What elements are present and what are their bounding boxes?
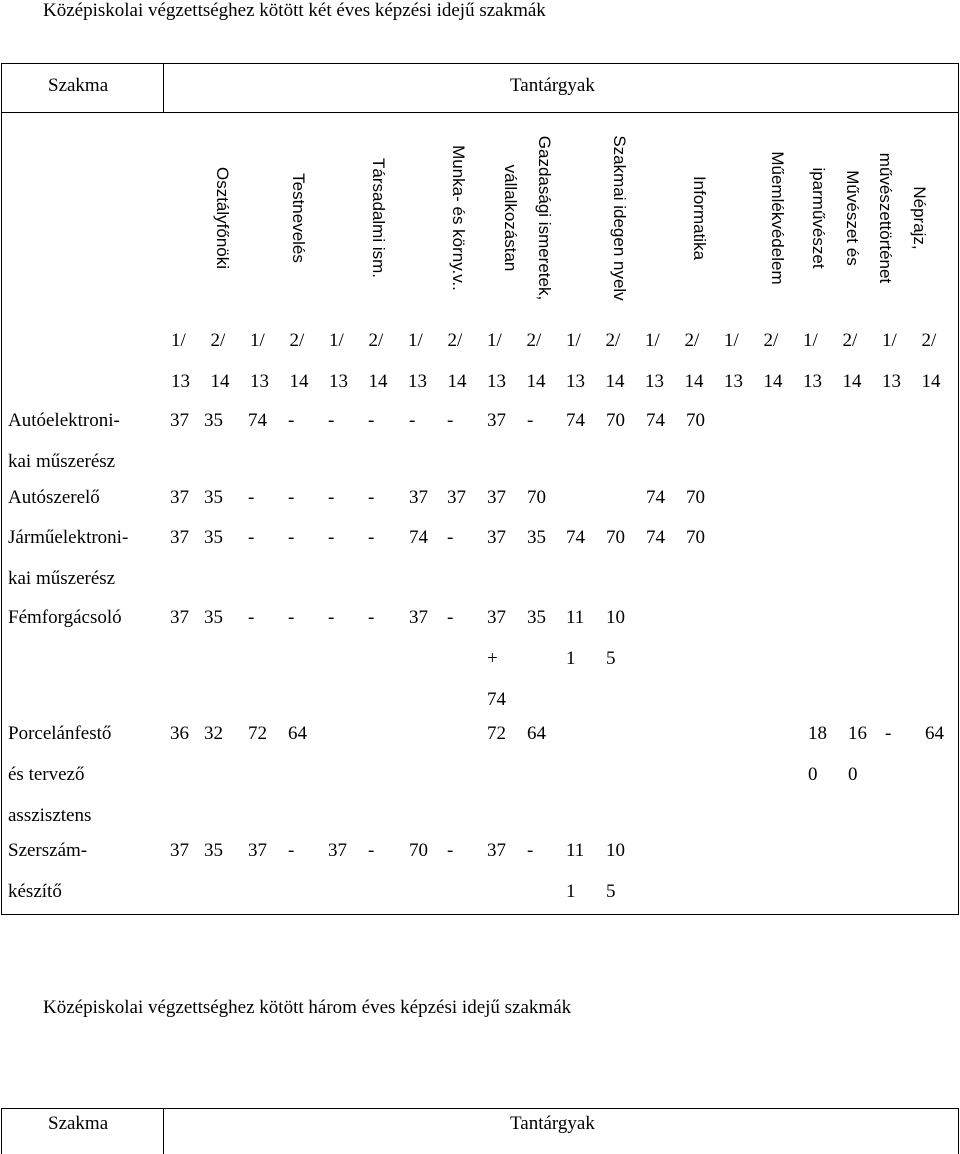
row-value: 37: [170, 487, 189, 508]
grade-label-bottom: 13: [487, 371, 506, 392]
row-label: kai műszerész: [8, 568, 116, 589]
row-label: Autószerelő: [8, 487, 100, 508]
grade-label-bottom: 13: [329, 371, 348, 392]
grade-label-top: 2/: [210, 330, 226, 351]
grade-label-bottom: 14: [526, 371, 546, 392]
row-label: készítő: [8, 881, 62, 902]
row-value: -: [288, 487, 295, 508]
row-value: 37: [409, 607, 428, 628]
row-value: -: [447, 410, 454, 431]
section2-heading: Középiskolai végzettséghez kötött három éves képzési idejű szakmák: [43, 997, 572, 1018]
grade-label-top: 1/: [566, 330, 581, 351]
row-value: -: [368, 527, 375, 548]
grade-label-bottom: 14: [763, 371, 783, 392]
row-value: -: [447, 607, 454, 628]
grade-label-bottom: 14: [368, 371, 388, 392]
grade-label-top: 2/: [368, 330, 384, 351]
row-value: 11: [566, 607, 585, 628]
grade-label-top: 1/: [803, 330, 818, 351]
grade-label-top: 2/: [526, 330, 542, 351]
row-value: 74: [646, 527, 665, 548]
grade-label-bottom: 13: [645, 371, 664, 392]
row-value: -: [328, 487, 335, 508]
table2-szakma-header: Szakma: [48, 1113, 109, 1134]
row-label: Fémforgácsoló: [8, 607, 122, 628]
row-value: 37: [170, 840, 189, 861]
subject-header-line1: Informatika: [690, 175, 709, 261]
grade-label-bottom: 13: [803, 371, 822, 392]
row-value: 70: [409, 840, 428, 861]
grade-label-top: 2/: [763, 330, 779, 351]
section1-heading: Középiskolai végzettséghez kötött két éves képzési idejű szakmák: [43, 0, 546, 21]
subject-header-line2: vállalkozástan: [501, 164, 520, 272]
table1-bottom-border: [1, 914, 959, 915]
row-value: 37: [170, 607, 189, 628]
row-value: 35: [204, 527, 223, 548]
row-value: 74: [646, 410, 665, 431]
table1-header-divider: [163, 63, 164, 112]
row-value-continuation: 5: [606, 881, 616, 902]
subject-header: [682, 176, 716, 260]
row-value: -: [409, 410, 416, 431]
row-value: -: [328, 527, 335, 548]
row-value: -: [288, 607, 295, 628]
row-value: 72: [248, 723, 267, 744]
subject-header: [205, 167, 239, 269]
row-value: 70: [527, 487, 546, 508]
grade-label-bottom: 13: [250, 371, 269, 392]
row-value: 37: [487, 840, 506, 861]
subject-header-line1: Szakmai idegen nyelv: [610, 135, 629, 301]
grade-label-top: 1/: [487, 330, 502, 351]
grade-label-top: 1/: [408, 330, 423, 351]
grade-label-bottom: 14: [684, 371, 704, 392]
row-label: és tervező: [8, 764, 85, 785]
row-value: 37: [487, 527, 506, 548]
row-value: 37: [170, 410, 189, 431]
subject-header: [493, 136, 561, 300]
subject-header-line1: Néprajz,: [910, 186, 929, 250]
row-value: -: [447, 527, 454, 548]
row-label: Autóelektroni-: [8, 410, 120, 431]
row-value: -: [328, 607, 335, 628]
row-value: -: [447, 840, 454, 861]
row-value-continuation: 74: [487, 689, 506, 710]
row-value: -: [248, 527, 255, 548]
row-value: 32: [204, 723, 223, 744]
row-label: Szerszám-: [8, 840, 88, 861]
row-value: -: [368, 487, 375, 508]
row-value: 37: [487, 410, 506, 431]
subject-header: [281, 173, 315, 263]
row-value: 37: [328, 840, 347, 861]
subject-header-line1: Osztályfőnöki: [213, 166, 232, 270]
row-value-continuation: 5: [606, 648, 616, 669]
row-value: -: [248, 607, 255, 628]
row-value: -: [248, 487, 255, 508]
row-label: kai műszerész: [8, 451, 116, 472]
subject-header-line1: Munka- és körny.v..: [449, 145, 468, 291]
row-value-continuation: 0: [808, 764, 818, 785]
row-value: 74: [248, 410, 267, 431]
row-label: Porcelánfestő: [8, 723, 112, 744]
subject-header: [361, 158, 395, 278]
row-value: 36: [170, 723, 189, 744]
subject-header-line1: Műemlékvédelem: [768, 151, 787, 285]
row-value: 74: [566, 410, 585, 431]
table1-left-border: [1, 63, 2, 914]
subject-header-line2: művészettörténet: [876, 152, 895, 284]
row-value: -: [885, 723, 892, 744]
row-value: -: [368, 840, 375, 861]
table1-top-border: [1, 63, 959, 64]
subject-header-line1: Gazdasági ismeretek,: [535, 135, 554, 301]
grade-label-bottom: 13: [408, 371, 427, 392]
row-value: 64: [925, 723, 944, 744]
row-value: 70: [686, 487, 705, 508]
grade-label-bottom: 13: [724, 371, 743, 392]
grade-label-top: 2/: [605, 330, 621, 351]
subject-header: [760, 151, 794, 284]
row-value: 64: [288, 723, 307, 744]
subject-header: [868, 153, 936, 283]
table1-tantargyak-header: Tantárgyak: [510, 75, 595, 96]
row-value: 37: [487, 607, 506, 628]
grade-label-bottom: 14: [842, 371, 862, 392]
row-value: 18: [808, 723, 827, 744]
subject-header-line1: Társadalmi ism.: [369, 158, 388, 278]
table2-tantargyak-header: Tantárgyak: [510, 1113, 595, 1134]
row-value: 74: [566, 527, 585, 548]
row-value: 16: [848, 723, 867, 744]
row-value: 37: [409, 487, 428, 508]
row-value: 37: [487, 487, 506, 508]
table1-right-border: [958, 63, 959, 914]
subject-header: [441, 145, 475, 291]
row-value: -: [527, 410, 534, 431]
row-value: -: [527, 840, 534, 861]
row-value: -: [288, 527, 295, 548]
grade-label-top: 1/: [171, 330, 186, 351]
grade-label-top: 2/: [921, 330, 937, 351]
grade-label-top: 1/: [724, 330, 739, 351]
grade-label-bottom: 14: [289, 371, 309, 392]
row-value: 35: [204, 410, 223, 431]
row-value-continuation: +: [487, 648, 498, 669]
row-value: 37: [170, 527, 189, 548]
row-value: 70: [686, 527, 705, 548]
row-value: 74: [646, 487, 665, 508]
row-label: asszisztens: [8, 805, 92, 826]
row-value: 72: [487, 723, 506, 744]
table1-header-separator: [1, 112, 959, 113]
subject-header-line1: Testnevelés: [289, 173, 308, 263]
subject-header: [602, 135, 636, 300]
grade-label-top: 2/: [842, 330, 858, 351]
grade-label-top: 2/: [447, 330, 463, 351]
row-value: 11: [566, 840, 585, 861]
row-value: 74: [409, 527, 428, 548]
grade-label-top: 2/: [289, 330, 305, 351]
table1-szakma-header: Szakma: [48, 75, 109, 96]
row-value: 10: [606, 840, 625, 861]
grade-label-bottom: 14: [605, 371, 625, 392]
subject-header-line1: Művészet és: [843, 170, 862, 266]
grade-label-bottom: 14: [921, 371, 941, 392]
row-value: 35: [204, 487, 223, 508]
row-value: 70: [606, 527, 625, 548]
table2-header-divider: [163, 1108, 164, 1154]
table2-right-border: [958, 1108, 959, 1154]
grade-label-bottom: 14: [447, 371, 467, 392]
grade-label-top: 1/: [250, 330, 265, 351]
row-value-continuation: 1: [566, 648, 576, 669]
row-label: Járműelektroni-: [8, 527, 129, 548]
row-value-continuation: 0: [848, 764, 858, 785]
grade-label-bottom: 13: [882, 371, 901, 392]
row-value-continuation: 1: [566, 881, 576, 902]
grade-label-bottom: 13: [171, 371, 190, 392]
row-value: 37: [248, 840, 267, 861]
grade-label-top: 1/: [329, 330, 344, 351]
row-value: -: [368, 607, 375, 628]
row-value: -: [328, 410, 335, 431]
row-value: 35: [204, 840, 223, 861]
subject-header-line2: iparművészet: [809, 167, 828, 269]
subject-header: [801, 167, 869, 268]
table2-top-border: [1, 1108, 959, 1109]
grade-label-top: 1/: [882, 330, 897, 351]
grade-label-top: 1/: [645, 330, 660, 351]
row-value: 10: [606, 607, 625, 628]
grade-label-bottom: 14: [210, 371, 230, 392]
row-value: -: [288, 410, 295, 431]
row-value: 70: [606, 410, 625, 431]
row-value: 35: [527, 607, 546, 628]
row-value: -: [288, 840, 295, 861]
row-value: 64: [527, 723, 546, 744]
row-value: 70: [686, 410, 705, 431]
grade-label-bottom: 13: [566, 371, 585, 392]
row-value: 35: [204, 607, 223, 628]
table2-left-border: [1, 1108, 2, 1154]
row-value: 35: [527, 527, 546, 548]
grade-label-top: 2/: [684, 330, 700, 351]
row-value: 37: [447, 487, 466, 508]
row-value: -: [368, 410, 375, 431]
